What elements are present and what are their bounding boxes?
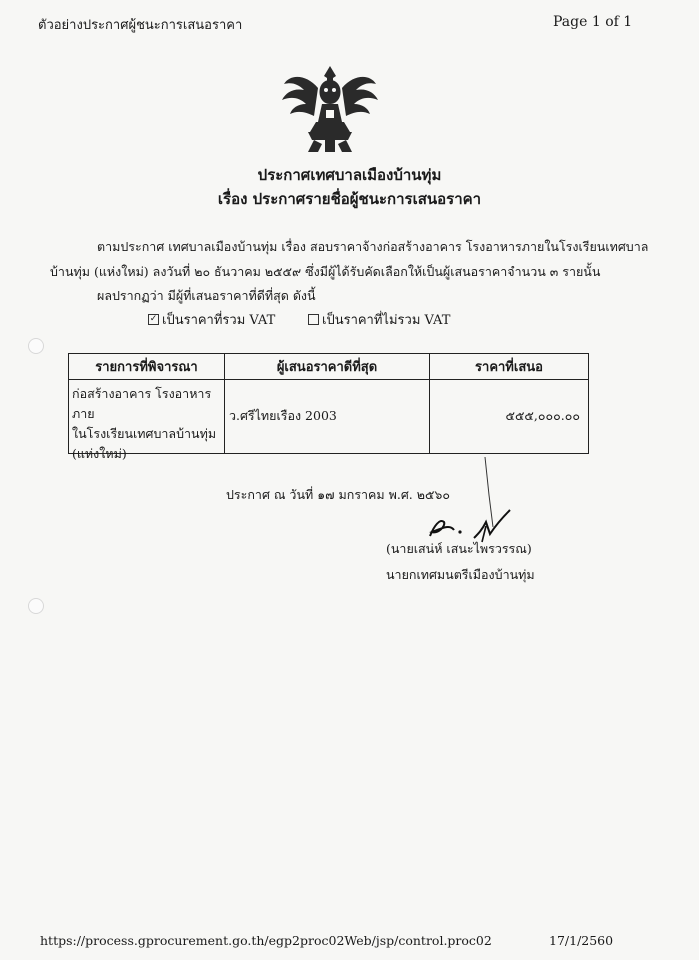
- body-line-1: ตามประกาศ เทศบาลเมืองบ้านทุ่ม เรื่อง สอบราคาจ้างก่อสร้างอาคาร โรงอาหารภายในโรงเรียนเทศบาล: [97, 239, 649, 254]
- vat-excluded-label: เป็นราคาที่ไม่รวม VAT: [322, 313, 451, 328]
- body-line-2: บ้านทุ่ม (แห่งใหม่) ลงวันที่ ๒๐ ธันวาคม ๒๕๕๙ ซึ่งมีผู้ได้รับคัดเลือกให้เป็นผู้เสนอราคาจำนวน ๓ รายนั้น: [50, 264, 601, 279]
- punch-hole: [28, 598, 44, 614]
- announcement-subject: เรื่อง ประกาศรายชื่อผู้ชนะการเสนอราคา: [217, 190, 482, 208]
- table-cell-item: ก่อสร้างอาคาร โรงอาหารภาย ในโรงเรียนเทศบาลบ้านทุ่ม (แห่งใหม่): [69, 380, 225, 453]
- announcement-title: ประกาศเทศบาลเมืองบ้านทุ่ม: [257, 166, 442, 184]
- vat-included-option[interactable]: [148, 309, 275, 330]
- page-number: Page 1 of 1: [553, 14, 633, 30]
- garuda-seal-icon: [278, 60, 382, 156]
- table-header-bidder: ผู้เสนอราคาดีที่สุด: [225, 354, 430, 380]
- table-cell-price: ๕๕๕,๐๐๐.๐๐: [505, 408, 580, 423]
- vat-excluded-option[interactable]: [308, 309, 450, 330]
- winner-table: [68, 353, 589, 461]
- footer-date: 17/1/2560: [549, 933, 614, 948]
- checkbox-empty-icon[interactable]: [308, 314, 319, 325]
- body-line-3: ผลปรากฏว่า มีผู้ที่เสนอราคาที่ดีที่สุด ดังนี้: [97, 288, 316, 303]
- table-header-item: รายการที่พิจารณา: [69, 354, 225, 380]
- checkbox-checked-icon[interactable]: ✓: [149, 314, 158, 324]
- signatory-name: (นายเสน่ห์ เสนะไพรวรรณ): [386, 541, 532, 556]
- signatory-title: นายกเทศมนตรีเมืองบ้านทุ่ม: [386, 567, 535, 582]
- announcement-date: ประกาศ ณ วันที่ ๑๗ มกราคม พ.ศ. ๒๕๖๐: [226, 487, 450, 502]
- footer-url: https://process.gprocurement.go.th/egp2proc02Web/jsp/control.proc02: [40, 933, 492, 948]
- table-header-price: ราคาที่เสนอ: [430, 354, 588, 380]
- punch-hole: [28, 338, 44, 354]
- table-cell-bidder: ว.ศรีไทยเรือง 2003: [225, 380, 430, 453]
- header-title: ตัวอย่างประกาศผู้ชนะการเสนอราคา: [38, 18, 243, 33]
- vat-included-label: เป็นราคาที่รวม VAT: [162, 313, 276, 328]
